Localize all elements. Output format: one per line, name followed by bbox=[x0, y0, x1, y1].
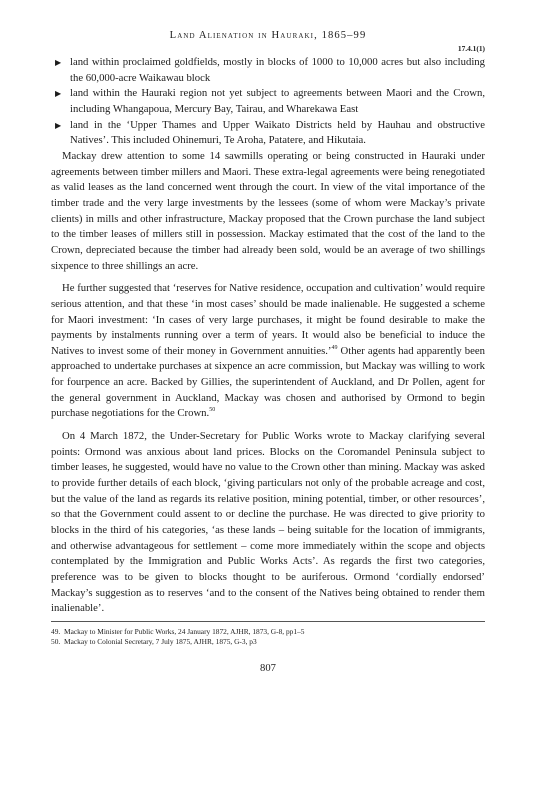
footnote-marker: 50 bbox=[209, 407, 216, 414]
paragraph: On 4 March 1872, the Under-Secretary for Public Works wrote to Mackay clarifying several points: Ormond was anxious about land prices. Blocks on the Coromandel Peninsula subject to timber leases, he suggested, would have no value to the Crown other than mining. Mackay was asked to provide further details of each block, ‘giving particulars not only of the probable acreage and cost, but the value of the land as regards its relative position, mining potential, timber, or other resources’, so that the Government could assent to or decline the purchase. He was directed to give priority to blocks in the third of his categories, ‘as these lands – being suitable for the location of immigrants, and otherwise advantageous for settlement – come more immediately within the scope and objects contemplated by the Immigration and Public Works Acts’. As regards the first two categories, preference was to be given to blocks thought to be auriferous. Ormond ‘cordially endorsed’ Mackay’s suggestion as to reserves ‘and to the consent of the Natives being obtained to render them inalienable’. bbox=[51, 430, 485, 615]
document-page bbox=[51, 0, 485, 800]
list-item-text: land within proclaimed goldfields, mostly in blocks of 1000 to 10,000 acres but also including the 60,000-acre Waikawau block bbox=[70, 56, 485, 84]
triangle-bullet-icon: ▶ bbox=[55, 58, 62, 67]
section-reference: 17.4.1(1) bbox=[457, 44, 485, 53]
footnote bbox=[51, 627, 485, 637]
footnote-number: 49. bbox=[51, 627, 61, 636]
running-title: Land Alienation in Hauraki, 1865–99 bbox=[169, 30, 367, 41]
bullet-list bbox=[51, 55, 485, 149]
list-item-text: land in the ‘Upper Thames and Upper Waikato Districts held by Hauhau and obstructive Natives’. This included Ohinemuri, Te Aroha, Patatere, and Hikutaia. bbox=[70, 118, 485, 147]
list-item bbox=[51, 55, 485, 86]
paragraph-text: He further suggested that ‘reserves for Native residence, occupation and cultivation’ would require serious attention, and that these ‘in most cases’ should be made inalienable. He suggested a scheme for Maori investment: ‘In cases of very large purchases, it might be found desirable to make the payments by instalments running over a term of years. It would also be beneficial to induce the Natives to invest some of their money in Government annuities.’ bbox=[51, 282, 485, 357]
footnotes bbox=[51, 627, 485, 648]
body-text bbox=[51, 55, 485, 617]
footnote-divider bbox=[51, 621, 485, 622]
triangle-bullet-icon: ▶ bbox=[55, 120, 62, 130]
footnote-text: Mackay to Minister for Public Works, 24 January 1872, AJHR, 1873, G-8, pp1–5 bbox=[64, 627, 305, 636]
list-item bbox=[51, 118, 485, 149]
paragraph bbox=[51, 281, 485, 422]
list-item bbox=[51, 86, 485, 117]
triangle-bullet-icon: ▶ bbox=[55, 89, 62, 99]
footnote-number: 50. bbox=[51, 637, 61, 647]
footnote bbox=[51, 637, 485, 647]
list-item-text: land within the Hauraki region not yet subject to agreements between Maori and the Crown, including Whangapoua, Mercury Bay, Tairau, and Wharekawa East bbox=[70, 87, 485, 115]
footnote-text: Mackay to Colonial Secretary, 7 July 1875, AJHR, 1875, G-3, p3 bbox=[64, 637, 257, 647]
paragraph: Mackay drew attention to some 14 sawmills operating or being constructed in Hauraki under agreements between timber millers and Maori. These extra-legal agreements were being renegotiated as valid leases as the land concerned went through the court. In view of the vital importance of the timber trade and the very large investments by the lessees (some of whom were Mackay’s private clients) in mills and other infrastructure, Mackay proposed that the Crown purchase the land subject to the timber leases of millers still in possession. Mackay estimated that the cost of the land to the Crown, depreciated because the timber had already been sold, would be an average of two shillings sixpence to three shillings an acre. bbox=[51, 149, 485, 272]
page-number: 807 bbox=[260, 663, 276, 674]
footnote-marker: 49 bbox=[331, 344, 338, 351]
paragraph-text: Other agents had apparently been approached to undertake purchases at sixpence an acre commission, but Mackay was willing to work for fourpence an acre. Backed by Gillies, the superintendent of Auckland, and Dr Pollen, agent for the general government in Auckland, Mackay was chosen and authorised by Ormond to begin purchase negotiations for the Crown. bbox=[51, 344, 485, 420]
